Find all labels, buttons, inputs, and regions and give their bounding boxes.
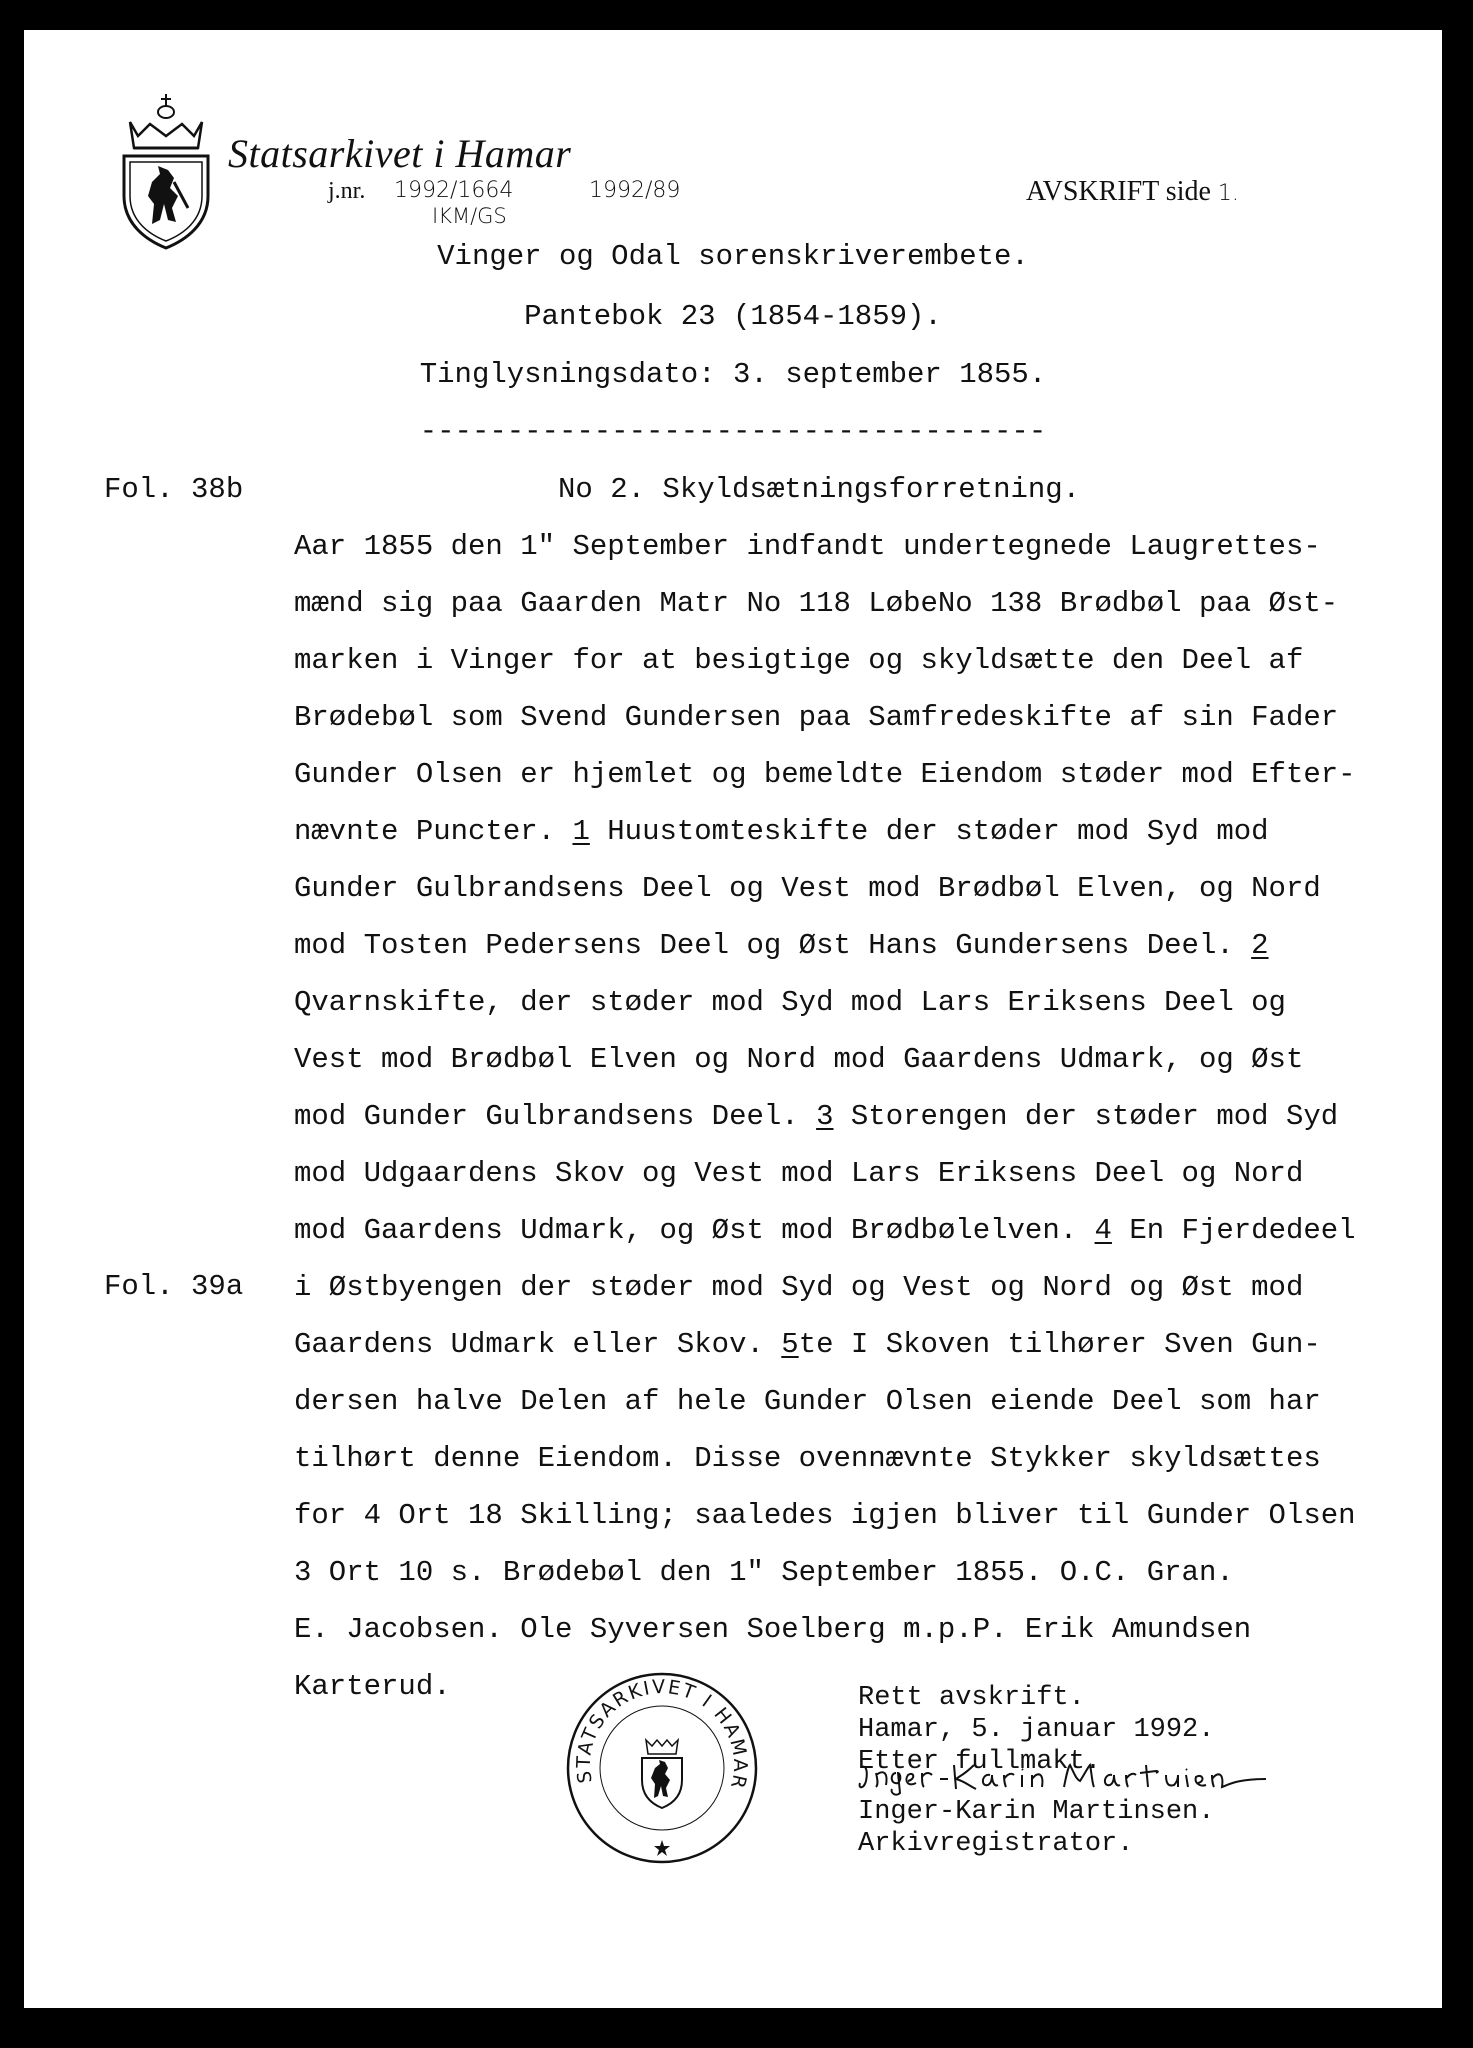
text-line (294, 929, 1269, 962)
coat-of-arms-logo (114, 92, 218, 252)
staff-initials: IKM/GS (432, 204, 507, 228)
transcript-page-label (1026, 176, 1239, 208)
folio-reference: Fol. 38b (104, 473, 244, 506)
text-fragment: En Fjerdedeel (1111, 1214, 1356, 1247)
document-page (24, 30, 1442, 2008)
text-line: Qvarnskifte, der støder mod Syd mod Lars Eriksens Deel og (294, 986, 1286, 1019)
text-line: for 4 Ort 18 Skilling; saaledes igjen bliver til Gunder Olsen (294, 1499, 1356, 1532)
text-fragment: Huustomteskifte der støder mod Syd mod (589, 815, 1269, 848)
text-line (294, 1100, 1338, 1133)
text-fragment: Storengen der støder mod Syd (833, 1100, 1339, 1133)
item-number: 4 (1094, 1214, 1112, 1247)
text-line: E. Jacobsen. Ole Syversen Soelberg m.p.P. Erik Amundsen (294, 1613, 1252, 1646)
journal-number-secondary: 1992/89 (589, 178, 681, 203)
text-line: Vest mod Brødbøl Elven og Nord mod Gaardens Udmark, og Øst (294, 1043, 1304, 1076)
text-fragment: mod Gunder Gulbrandsens Deel. (294, 1100, 817, 1133)
transcript-page-number: 1. (1217, 181, 1239, 206)
certification-line: Rett avskrift. (858, 1683, 1085, 1713)
item-number: 5 (781, 1328, 799, 1361)
entry-title: No 2. Skyldsætningsforretning. (558, 473, 1081, 506)
text-line (294, 1328, 1321, 1361)
text-fragment: mod Tosten Pedersens Deel og Øst Hans Gundersens Deel. (294, 929, 1252, 962)
certification-place-date: Hamar, 5. januar 1992. (858, 1715, 1215, 1745)
text-line: 3 Ort 10 s. Brødebøl den 1" September 1855. O.C. Gran. (294, 1556, 1234, 1589)
item-number: 3 (816, 1100, 834, 1133)
handwritten-signature (856, 1759, 1276, 1799)
signatory-title: Arkivregistrator. (858, 1829, 1134, 1859)
text-line: Brødebøl som Svend Gundersen paa Samfredeskifte af sin Fader (294, 701, 1339, 734)
text-line: tilhørt denne Eiendom. Disse ovennævnte Stykker skyldsættes (294, 1442, 1321, 1475)
item-number: 2 (1251, 929, 1269, 962)
journal-number: 1992/1664 (394, 178, 514, 203)
text-line (294, 1214, 1356, 1247)
institution-name: Statsarkivet i Hamar (228, 131, 572, 176)
text-line: mænd sig paa Gaarden Matr No 118 LøbeNo 138 Brødbøl paa Øst- (294, 587, 1339, 620)
header-separator: ------------------------------------ (419, 415, 1047, 448)
header-register: Pantebok 23 (1854-1859). (524, 300, 942, 333)
text-fragment: te I Skoven tilhører Sven Gun- (798, 1328, 1321, 1361)
signatory-name: Inger-Karin Martinsen. (858, 1797, 1215, 1827)
stamp-text: STATSARKIVET I HAMAR (572, 1675, 752, 1793)
text-line: Karterud. (294, 1670, 451, 1703)
text-line: marken i Vinger for at besigtige og skyldsætte den Deel af (294, 644, 1304, 677)
text-line: Gunder Olsen er hjemlet og bemeldte Eiendom støder mod Efter- (294, 758, 1356, 791)
header-court: Vinger og Odal sorenskriverembete. (437, 240, 1029, 273)
journal-number-label: j.nr. (328, 178, 366, 204)
text-line: i Østbyengen der støder mod Syd og Vest og Nord og Øst mod (294, 1271, 1304, 1304)
text-line: dersen halve Delen af hele Gunder Olsen eiende Deel som har (294, 1385, 1321, 1418)
text-line: mod Udgaardens Skov og Vest mod Lars Eriksens Deel og Nord (294, 1157, 1304, 1190)
folio-reference: Fol. 39a (104, 1270, 244, 1303)
text-fragment: Gaardens Udmark eller Skov. (294, 1328, 782, 1361)
text-line: Gunder Gulbrandsens Deel og Vest mod Brødbøl Elven, og Nord (294, 872, 1321, 905)
certification-authority: Etter fullmakt. (858, 1747, 1102, 1777)
text-fragment: nævnte Puncter. (294, 815, 573, 848)
text-fragment: mod Gaardens Udmark, og Øst mod Brødbølelven. (294, 1214, 1095, 1247)
item-number: 1 (572, 815, 590, 848)
text-line (294, 815, 1269, 848)
text-line: Aar 1855 den 1" September indfandt undertegnede Laugrettes- (294, 530, 1321, 563)
archive-stamp (564, 1670, 760, 1866)
transcript-label: AVSKRIFT side (1026, 176, 1211, 207)
header-registration-date: Tinglysningsdato: 3. september 1855. (419, 358, 1047, 391)
